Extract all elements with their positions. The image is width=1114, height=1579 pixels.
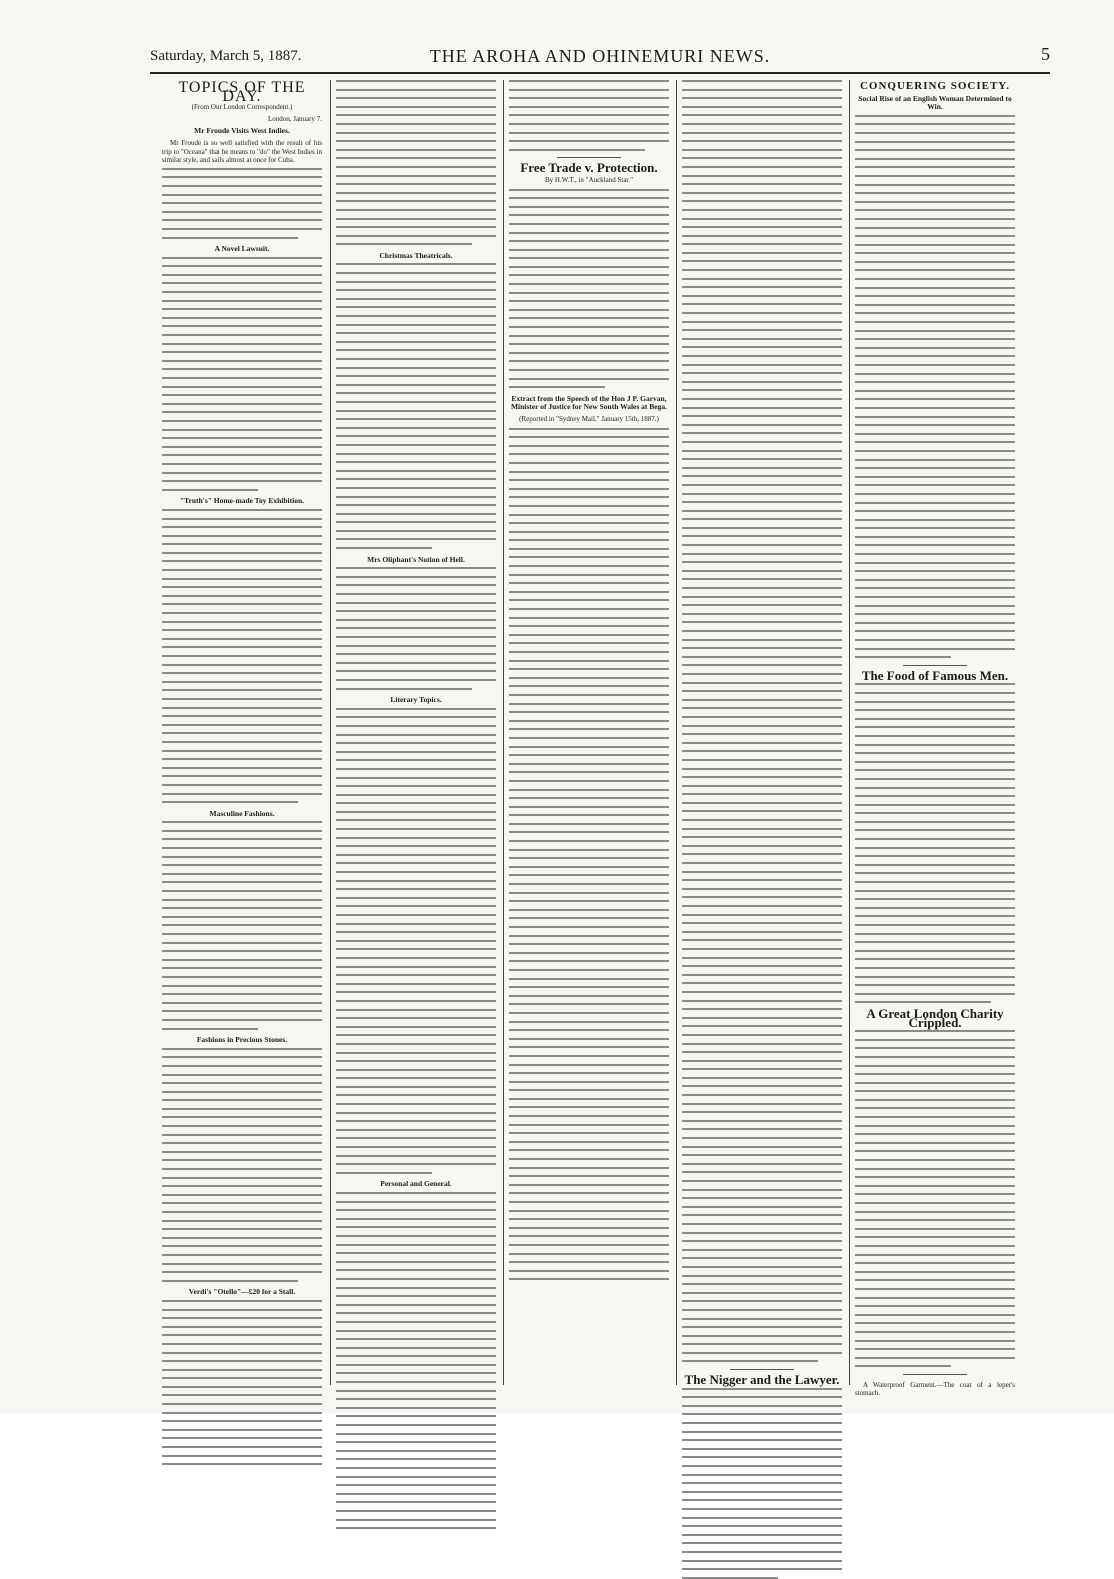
- body-text-block: [682, 1388, 842, 1579]
- section-heading: Mr Froude Visits West Indies.: [194, 126, 290, 136]
- body-text-block: [509, 428, 669, 1281]
- body-text-block: [509, 80, 669, 151]
- article-title: CONQUERING SOCIETY.: [859, 80, 1010, 92]
- article-byline: By H.W.T., in "Auckland Star.": [545, 175, 633, 184]
- newspaper-title: THE AROHA AND OHINEMURI NEWS.: [429, 46, 771, 66]
- column-rule: [503, 80, 504, 1385]
- body-text-block: [162, 509, 322, 803]
- article-paragraph: Mr Froude is so well satisfied with the result of his trip to "Oceana" that he means to "do" the West Indies in similar style, and sails almost at once for Cuba.: [162, 138, 322, 165]
- section-divider: [730, 1369, 794, 1370]
- body-text-block: [162, 1048, 322, 1282]
- body-text-block: [336, 263, 496, 549]
- issue-date: Saturday, March 5, 1887.: [150, 48, 302, 64]
- section-heading: Literary Topics.: [390, 695, 442, 705]
- article-title: The Food of Famous Men.: [861, 667, 1009, 683]
- column-4: [682, 80, 842, 1388]
- topics-heading: TOPICS OF THE DAY.: [178, 79, 306, 105]
- correspondent-line: (From Our London Correspondent.): [191, 103, 293, 112]
- column-1: [162, 80, 322, 1385]
- section-heading: Mrs Oliphant's Notion of Hell.: [367, 554, 465, 564]
- body-text-block: [162, 168, 322, 239]
- article-title: A Great London Charity Crippled.: [866, 1005, 1004, 1030]
- body-text-block: [162, 821, 322, 1029]
- section-heading: Masculine Fashions.: [209, 808, 275, 818]
- page-number: 5: [1041, 44, 1050, 64]
- column-2: [336, 80, 496, 1385]
- dateline: London, January 7.: [267, 114, 322, 123]
- body-text-block: [336, 567, 496, 689]
- body-text-block: [336, 80, 496, 245]
- report-source: (Reported in "Sydney Mail," January 15th, 1887.): [519, 414, 659, 423]
- body-text-block: [855, 115, 1015, 658]
- section-heading: Personal and General.: [380, 1179, 452, 1189]
- article-subtitle: Social Rise of an English Woman Determined to Win.: [858, 93, 1012, 112]
- body-text-block: [855, 1030, 1015, 1367]
- column-3: [509, 80, 669, 1385]
- section-heading: "Truth's" Home-made Toy Exhibition.: [179, 496, 305, 506]
- section-divider: [557, 157, 621, 158]
- section-heading: Fashions in Precious Stones.: [196, 1035, 288, 1045]
- body-text-block: [162, 257, 322, 491]
- section-divider: [903, 665, 967, 666]
- section-heading: Verdi's "Otello"—£20 for a Stall.: [188, 1287, 296, 1297]
- column-rule: [330, 80, 331, 1385]
- section-heading: Extract from the Speech of the Hon J P. Garvan, Minister of Justice for New South Wales at Bega.: [510, 393, 668, 412]
- body-text-block: [336, 1192, 496, 1529]
- column-rule: [849, 80, 850, 1385]
- body-text-block: [509, 189, 669, 389]
- body-text-block: [162, 1300, 322, 1465]
- column-rule: [676, 80, 677, 1385]
- section-heading: Christmas Theatricals.: [379, 250, 453, 260]
- section-heading: A Novel Lawsuit.: [214, 244, 270, 254]
- article-paragraph: A Waterproof Garment.—The coat of a leper's stomach.: [855, 1380, 1015, 1398]
- body-text-block: [336, 708, 496, 1174]
- article-title: The Nigger and the Lawyer.: [684, 1372, 840, 1388]
- column-5: [855, 80, 1015, 1398]
- body-text-block: [855, 683, 1015, 1003]
- section-divider: [903, 1374, 967, 1375]
- masthead: [150, 44, 1050, 74]
- article-title: Free Trade v. Protection.: [520, 160, 658, 176]
- body-text-block: [682, 80, 842, 1362]
